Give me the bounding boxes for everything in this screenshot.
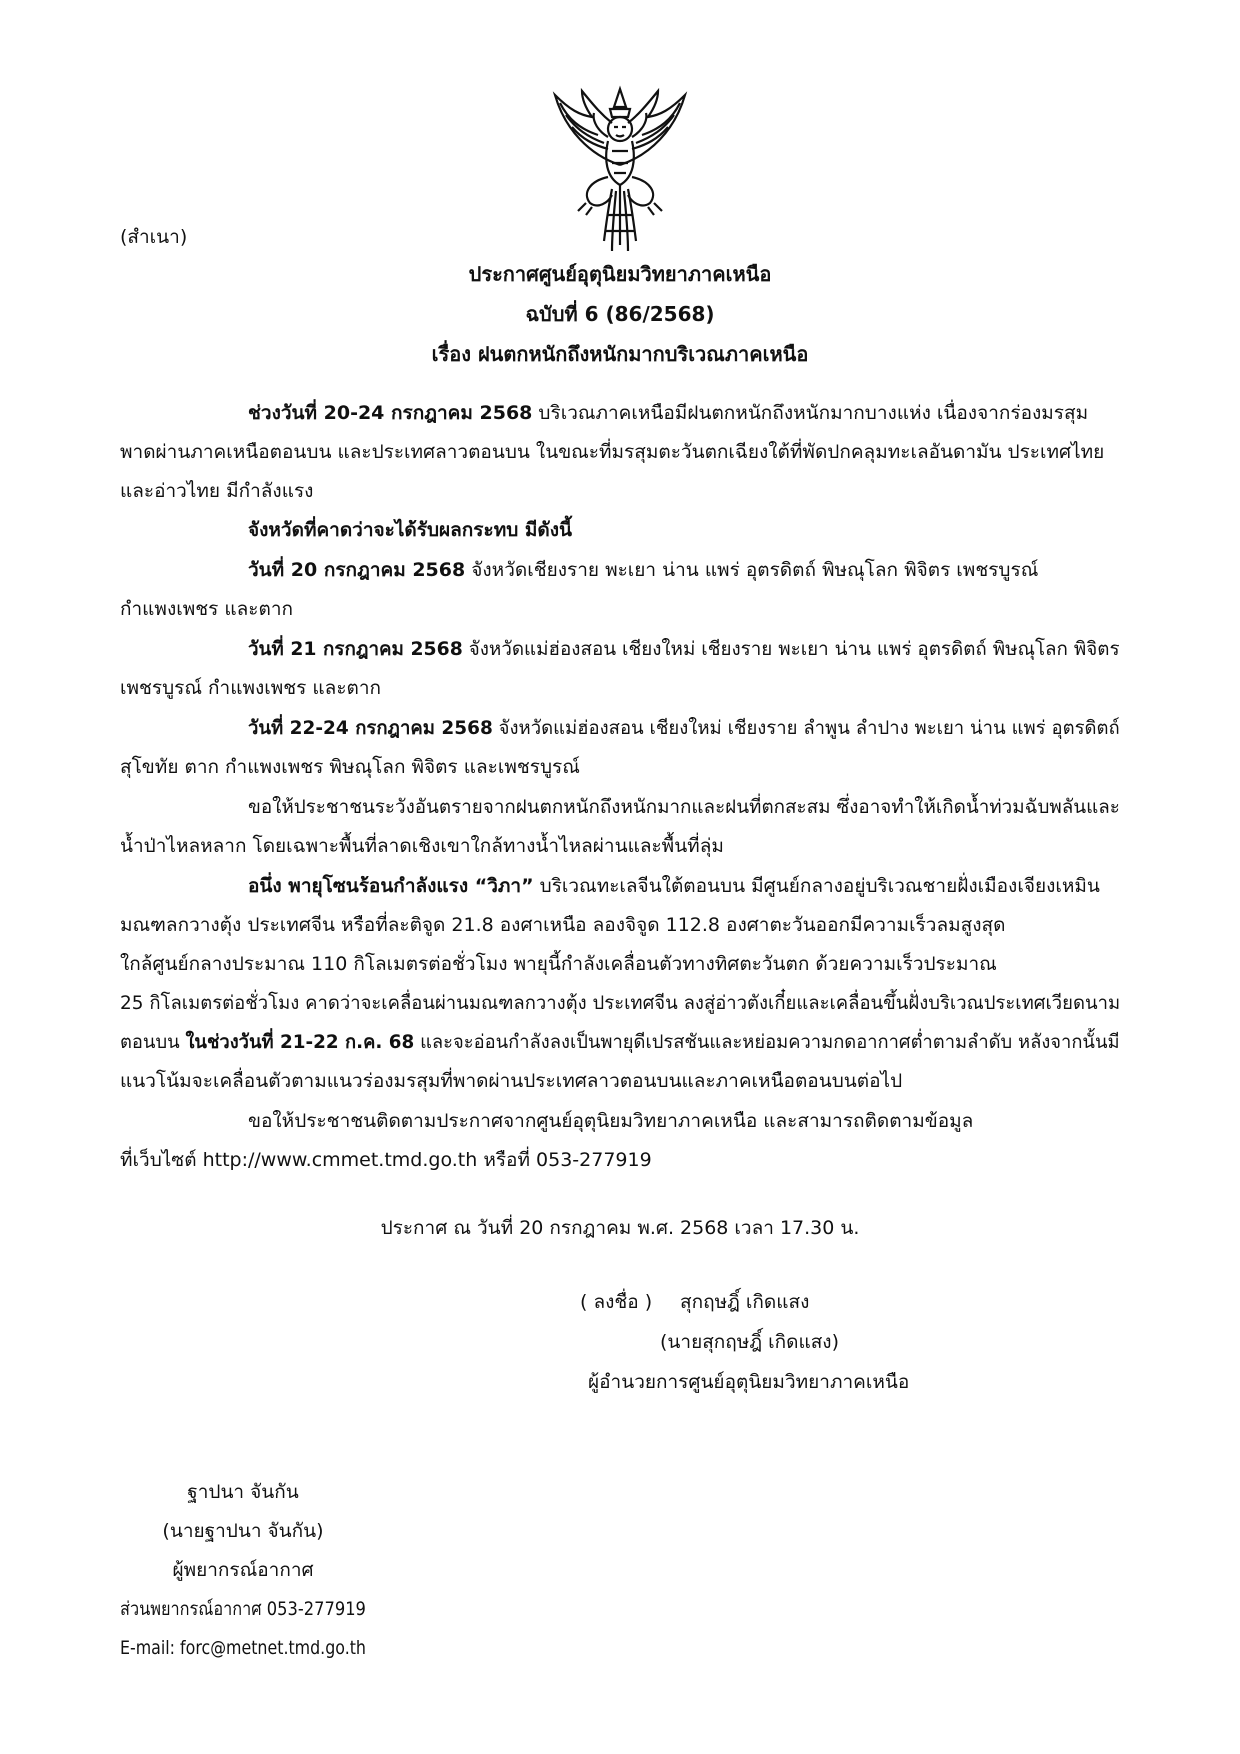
sign-label: ( ลงชื่อ )	[580, 1291, 653, 1313]
paragraph-1-line-3: และอ่าวไทย มีกำลังแรง	[120, 480, 314, 502]
warning-line-1: ขอให้ประชาชนระวังอันตรายจากฝนตกหนักถึงหนักมากและฝนที่ตกสะสม ซึ่งอาจทำให้เกิดน้ำท่วมฉับพลันและ	[248, 796, 1120, 818]
storm-line-4: 25 กิโลเมตรต่อชั่วโมง คาดว่าจะเคลื่อนผ่านมณฑลกวางตุ้ง ประเทศจีน ลงสู่อ่าวตังเกี๋ยและเคลื่อนขึ้นฝั่งบริเวณประเทศเวียดนาม	[120, 992, 1121, 1014]
forecaster-position: ผู้พยากรณ์อากาศ	[172, 1559, 314, 1581]
paragraph-1-line-1: ช่วงวันที่ 20-24 กรกฎาคม 2568 บริเวณภาคเหนือมีฝนตกหนักถึงหนักมากบางแห่ง เนื่องจากร่องมรสุม	[248, 402, 1089, 424]
director-position: ผู้อำนวยการศูนย์อุตุนิยมวิทยาภาคเหนือ	[588, 1371, 910, 1393]
forecaster-full-name: (นายฐาปนา จันกัน)	[162, 1520, 324, 1542]
day-21-line-2: เพชรบูรณ์ กำแพงเพชร และตาก	[120, 677, 382, 699]
follow-line-1: ขอให้ประชาชนติดตามประกาศจากศูนย์อุตุนิยมวิทยาภาคเหนือ และสามารถติดตามข้อมูล	[248, 1110, 974, 1132]
storm-line-3: ใกล้ศูนย์กลางประมาณ 110 กิโลเมตรต่อชั่วโมง พายุนี้กำลังเคลื่อนตัวทางทิศตะวันตก ด้วยความเร็วประมาณ	[120, 953, 997, 975]
issue-number: ฉบับที่ 6 (86/2568)	[525, 302, 715, 326]
paragraph-1-line-2: พาดผ่านภาคเหนือตอนบน และประเทศลาวตอนบน ในขณะที่มรสุมตะวันตกเฉียงใต้ที่พัดปกคลุมทะเลอันดามัน ประเทศไทย	[120, 441, 1105, 463]
day-20-line-1: วันที่ 20 กรกฎาคม 2568 จังหวัดเชียงราย พะเยา น่าน แพร่ อุตรดิตถ์ พิษณุโลก พิจิตร เพชรบูรณ์	[248, 559, 1039, 581]
storm-name-emphasis: อนึ่ง พายุโซนร้อนกำลังแรง “วิภา”	[248, 875, 534, 897]
day-22-24-line-1: วันที่ 22-24 กรกฎาคม 2568 จังหวัดแม่ฮ่องสอน เชียงใหม่ เชียงราย ลำพูน ลำปาง พะเยา น่าน แพร่ อุตรดิตถ์	[248, 717, 1120, 739]
day-22-24-line-2: สุโขทัย ตาก กำแพงเพชร พิษณุโลก พิจิตร และเพชรบูรณ์	[120, 756, 580, 778]
day-20-line-2: กำแพงเพชร และตาก	[120, 598, 293, 620]
storm-line-5: ตอนบน ในช่วงวันที่ 21-22 ก.ค. 68 และจะอ่อนกำลังลงเป็นพายุดีเปรสชันและหย่อมความกดอากาศต่ำตามลำดับ หลังจากนั้นมี	[120, 1031, 1120, 1053]
forecaster-email: E-mail: forc@metnet.tmd.go.th	[120, 1637, 366, 1659]
forecast-department: ส่วนพยากรณ์อากาศ 053-277919	[120, 1598, 366, 1620]
forecaster-signature: ฐาปนา จันกัน	[187, 1481, 299, 1503]
copy-mark: (สำเนา)	[120, 226, 188, 248]
director-full-name: (นายสุกฤษฎิ์ เกิดแสง)	[660, 1331, 839, 1353]
warning-line-2: น้ำป่าไหลหลาก โดยเฉพาะพื้นที่ลาดเชิงเขาใกล้ทางน้ำไหลผ่านและพื้นที่ลุ่ม	[120, 835, 724, 857]
announcement-date: ประกาศ ณ วันที่ 20 กรกฎาคม พ.ศ. 2568 เวลา 17.30 น.	[380, 1217, 860, 1239]
affected-provinces-heading: จังหวัดที่คาดว่าจะได้รับผลกระทบ มีดังนี้	[248, 519, 573, 541]
garuda-emblem	[520, 85, 720, 260]
document-subject: เรื่อง ฝนตกหนักถึงหนักมากบริเวณภาคเหนือ	[431, 342, 809, 366]
storm-line-1: อนึ่ง พายุโซนร้อนกำลังแรง “วิภา” บริเวณทะเลจีนใต้ตอนบน มีศูนย์กลางอยู่บริเวณชายฝั่งเมืองเจียงเหมิน	[248, 875, 1100, 897]
day-21-line-1: วันที่ 21 กรกฎาคม 2568 จังหวัดแม่ฮ่องสอน เชียงใหม่ เชียงราย พะเยา น่าน แพร่ อุตรดิตถ์ พิษณุโลก พิจิตร	[248, 638, 1120, 660]
storm-line-6: แนวโน้มจะเคลื่อนตัวตามแนวร่องมรสุมที่พาดผ่านประเทศลาวตอนบนและภาคเหนือตอนบนต่อไป	[120, 1070, 903, 1092]
date-range-emphasis: ช่วงวันที่ 20-24 กรกฎาคม 2568	[248, 402, 533, 424]
document-title: ประกาศศูนย์อุตุนิยมวิทยาภาคเหนือ	[468, 262, 772, 286]
director-signature: สุกฤษฎิ์ เกิดแสง	[680, 1291, 810, 1313]
follow-line-2: ที่เว็บไซต์ http://www.cmmet.tmd.go.th หรือที่ 053-277919	[120, 1149, 652, 1171]
storm-line-2: มณฑลกวางตุ้ง ประเทศจีน หรือที่ละติจูด 21.8 องศาเหนือ ลองจิจูด 112.8 องศาตะวันออกมีความเร็วลมสูงสุด	[120, 914, 1006, 936]
